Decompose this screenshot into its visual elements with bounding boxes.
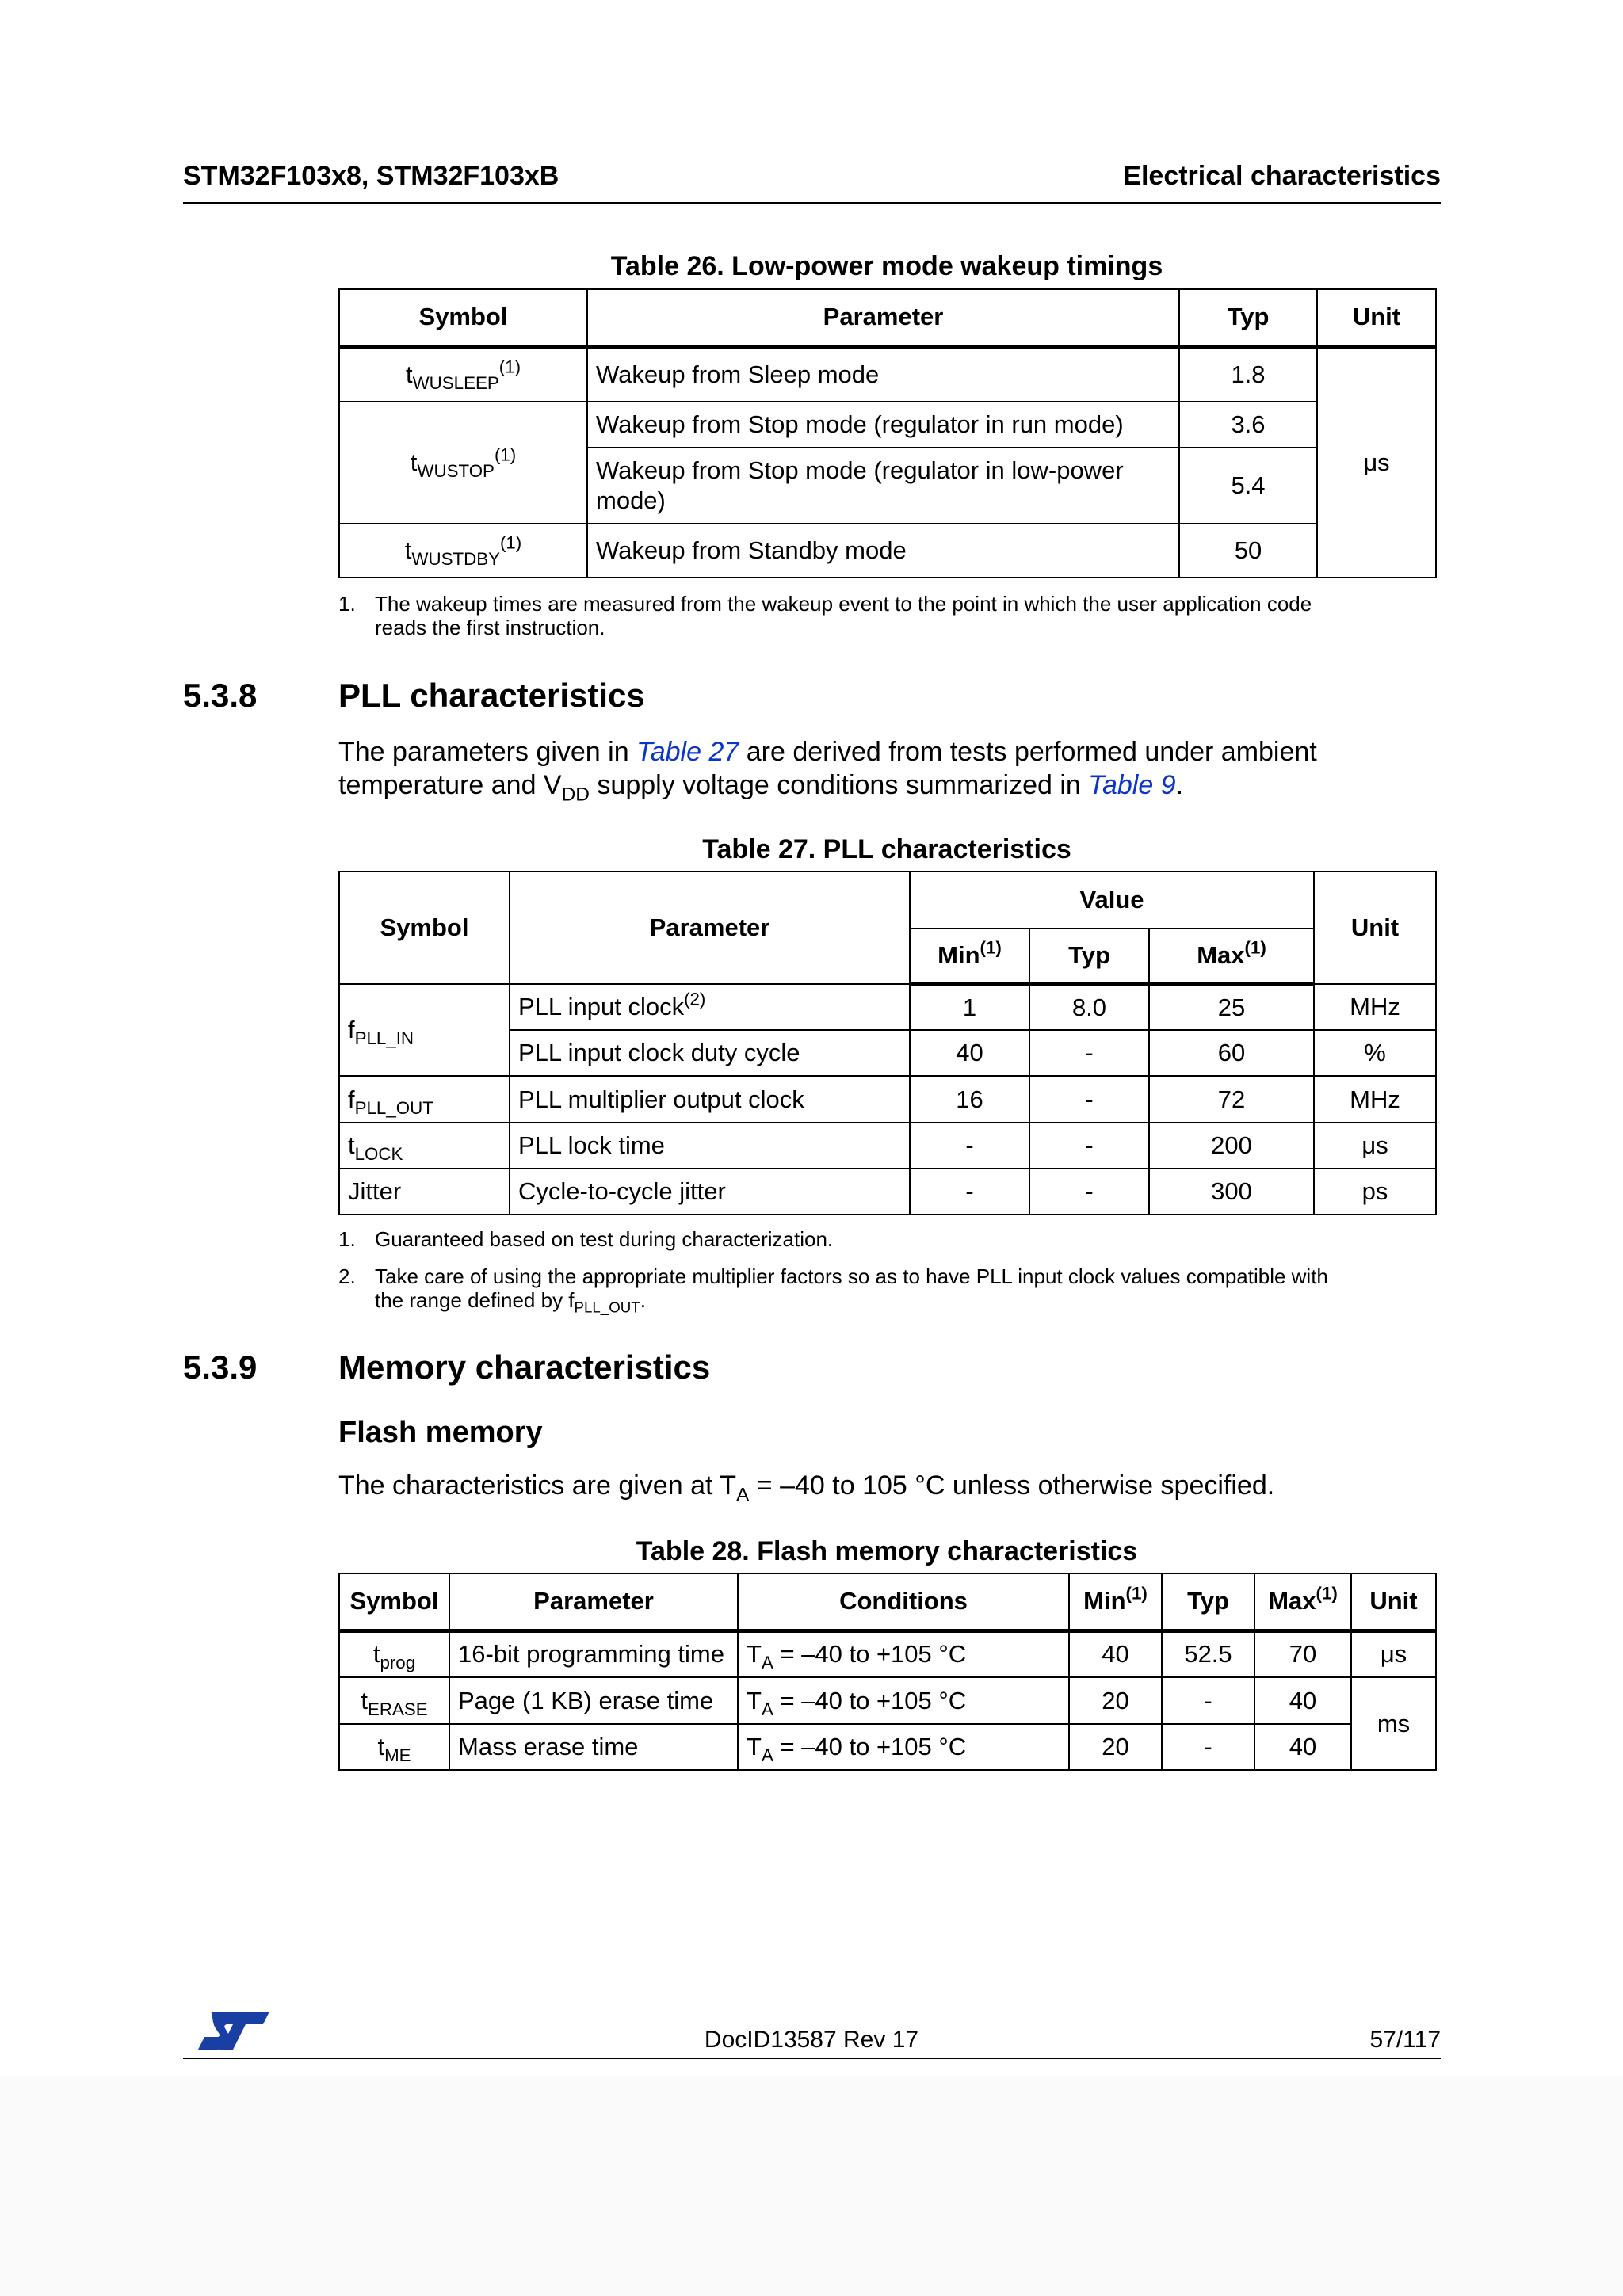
- parameter-cell: Mass erase time: [449, 1724, 738, 1770]
- typ-cell: -: [1162, 1677, 1254, 1724]
- typ-cell: 8.0: [1029, 984, 1149, 1030]
- max-cell: 40: [1254, 1677, 1351, 1724]
- section-title-538: PLL characteristics: [338, 677, 645, 714]
- table-9-link[interactable]: Table 9: [1088, 770, 1176, 800]
- symbol-cell: Jitter: [339, 1169, 510, 1215]
- min-cell: -: [910, 1123, 1029, 1169]
- table-27-caption: Table 27. PLL characteristics: [702, 834, 1071, 864]
- table-row: [339, 402, 1436, 448]
- typ-cell: -: [1029, 1030, 1149, 1076]
- typ-cell: -: [1162, 1724, 1254, 1770]
- table-28-caption: Table 28. Flash memory characteristics: [636, 1536, 1138, 1566]
- table-28-header-unit: Unit: [1351, 1573, 1436, 1630]
- table-row: [339, 1724, 1436, 1770]
- table-27-link[interactable]: Table 27: [636, 737, 739, 767]
- symbol-cell: $t_{ME}$: [339, 1724, 449, 1770]
- typ-cell: 5.4: [1179, 448, 1317, 524]
- header-chapter-title: Electrical characteristics: [1123, 161, 1441, 191]
- symbol-cell: $f_{PLL\_IN}$: [339, 984, 510, 1076]
- table-28-header-min: Min$^{(1)}$: [1069, 1573, 1162, 1630]
- table-row: [339, 1076, 1436, 1123]
- header-rule: [183, 202, 1441, 204]
- symbol-cell: $t_{ERASE}$: [339, 1677, 449, 1724]
- parameter-cell: 16-bit programming time: [449, 1630, 738, 1677]
- typ-cell: -: [1029, 1076, 1149, 1123]
- table-28-header-typ: Typ: [1162, 1573, 1254, 1630]
- unit-cell: %: [1314, 1030, 1436, 1076]
- table-27-header-unit: Unit: [1314, 871, 1436, 984]
- table-26-header-symbol: Symbol: [339, 289, 587, 346]
- unit-cell: ms: [1351, 1677, 1436, 1770]
- typ-cell: -: [1029, 1169, 1149, 1215]
- min-cell: 20: [1069, 1724, 1162, 1770]
- footer-rule: [183, 2058, 1441, 2059]
- parameter-cell: PLL multiplier output clock: [510, 1076, 910, 1123]
- section-539-paragraph: The characteristics are given at $T_A = -40$ to 105 °C unless otherwise specified.: [338, 1470, 1275, 1506]
- table-row: [339, 1169, 1436, 1215]
- symbol-cell: $t_{LOCK}$: [339, 1123, 510, 1169]
- typ-cell: 3.6: [1179, 402, 1317, 448]
- typ-cell: 52.5: [1162, 1630, 1254, 1677]
- max-cell: 200: [1149, 1123, 1314, 1169]
- unit-cell: MHz: [1314, 1076, 1436, 1123]
- table-27-header-value: Value: [910, 871, 1314, 929]
- table-27-header-max: Max$^{(1)}$: [1149, 929, 1314, 984]
- symbol-cell: $t_{WUSLEEP}^{(1)}$: [339, 346, 587, 402]
- unit-cell: ps: [1314, 1169, 1436, 1215]
- unit-cell: μs: [1351, 1630, 1436, 1677]
- table-26-header-row: [339, 289, 1436, 346]
- unit-cell: μs: [1314, 1123, 1436, 1169]
- table-26: [338, 288, 1437, 578]
- max-cell: 40: [1254, 1724, 1351, 1770]
- min-cell: 40: [1069, 1630, 1162, 1677]
- table-row: [339, 346, 1436, 402]
- table-27: [338, 871, 1437, 1215]
- table-27-header-typ: Typ: [1029, 929, 1149, 984]
- parameter-cell: PLL input clock$^{(2)}$: [510, 984, 910, 1030]
- table-27-header-symbol: Symbol: [339, 871, 510, 984]
- section-title-539: Memory characteristics: [338, 1348, 711, 1386]
- table-26-footnote-1: 1. The wakeup times are measured from the wakeup event to the point in which the user application code reads the first instruction.: [338, 592, 1312, 639]
- typ-cell: -: [1029, 1123, 1149, 1169]
- footer-doc-id: DocID13587 Rev 17: [704, 2027, 919, 2053]
- table-27-header-parameter: Parameter: [510, 871, 910, 984]
- table-26-header-unit: Unit: [1317, 289, 1436, 346]
- table-row: [339, 1677, 1436, 1724]
- parameter-cell: PLL input clock duty cycle: [510, 1030, 910, 1076]
- table-28-header-conditions: Conditions: [738, 1573, 1069, 1630]
- max-cell: 60: [1149, 1030, 1314, 1076]
- unit-cell: MHz: [1314, 984, 1436, 1030]
- min-cell: 16: [910, 1076, 1029, 1123]
- header-product-name: STM32F103x8, STM32F103xB: [183, 161, 559, 191]
- table-row: [339, 984, 1436, 1030]
- table-28-header-max: Max$^{(1)}$: [1254, 1573, 1351, 1630]
- table-row: [339, 1630, 1436, 1677]
- conditions-cell: $T_A = -40$ to +105 °C: [738, 1630, 1069, 1677]
- table-27-footnote-2: 2. Take care of using the appropriate multiplier factors so as to have PLL input clock values compatible with the range defined by $f_{PLL\_OUT}$.: [338, 1264, 1328, 1316]
- max-cell: 70: [1254, 1630, 1351, 1677]
- table-26-header-typ: Typ: [1179, 289, 1317, 346]
- table-27-header-row-1: [339, 871, 1436, 929]
- table-27-footnote-1: 1. Guaranteed based on test during characterization.: [338, 1227, 834, 1251]
- unit-cell: μs: [1317, 346, 1436, 578]
- symbol-cell: $t_{prog}$: [339, 1630, 449, 1677]
- max-cell: 300: [1149, 1169, 1314, 1215]
- symbol-cell: $f_{PLL\_OUT}$: [339, 1076, 510, 1123]
- table-28: [338, 1573, 1437, 1771]
- table-28-header-row: [339, 1573, 1436, 1630]
- min-cell: 20: [1069, 1677, 1162, 1724]
- table-27-header-min: Min$^{(1)}$: [910, 929, 1029, 984]
- subsection-title-flash-memory: Flash memory: [338, 1416, 543, 1449]
- parameter-cell: Cycle-to-cycle jitter: [510, 1169, 910, 1215]
- symbol-cell: $t_{WUSTDBY}^{(1)}$: [339, 524, 587, 578]
- min-cell: -: [910, 1169, 1029, 1215]
- min-cell: 40: [910, 1030, 1029, 1076]
- table-26-caption: Table 26. Low-power mode wakeup timings: [610, 251, 1163, 281]
- table-28-header-symbol: Symbol: [339, 1573, 449, 1630]
- parameter-cell: PLL lock time: [510, 1123, 910, 1169]
- parameter-cell: Wakeup from Stop mode (regulator in run mode): [587, 402, 1179, 448]
- conditions-cell: $T_A = -40$ to +105 °C: [738, 1677, 1069, 1724]
- parameter-cell: Wakeup from Standby mode: [587, 524, 1179, 578]
- conditions-cell: $T_A = -40$ to +105 °C: [738, 1724, 1069, 1770]
- table-26-header-parameter: Parameter: [587, 289, 1179, 346]
- symbol-cell: $t_{WUSTOP}^{(1)}$: [339, 402, 587, 524]
- table-row: [339, 1123, 1436, 1169]
- footer-page-number: 57/117: [1369, 2027, 1441, 2053]
- min-cell: 1: [910, 984, 1029, 1030]
- max-cell: 72: [1149, 1076, 1314, 1123]
- section-number-539: 5.3.9: [183, 1348, 258, 1386]
- max-cell: 25: [1149, 984, 1314, 1030]
- parameter-cell: Wakeup from Stop mode (regulator in low-power mode): [587, 448, 1179, 524]
- parameter-cell: Wakeup from Sleep mode: [587, 346, 1179, 402]
- typ-cell: 1.8: [1179, 346, 1317, 402]
- typ-cell: 50: [1179, 524, 1317, 578]
- table-28-header-parameter: Parameter: [449, 1573, 738, 1630]
- table-row: [339, 524, 1436, 578]
- parameter-cell: Page (1 KB) erase time: [449, 1677, 738, 1724]
- section-538-paragraph: The parameters given in Table 27 are derived from tests performed under ambient temperature and $V_{DD}$ supply voltage conditions summarized in Table 9.: [338, 737, 1317, 806]
- section-number-538: 5.3.8: [183, 677, 258, 714]
